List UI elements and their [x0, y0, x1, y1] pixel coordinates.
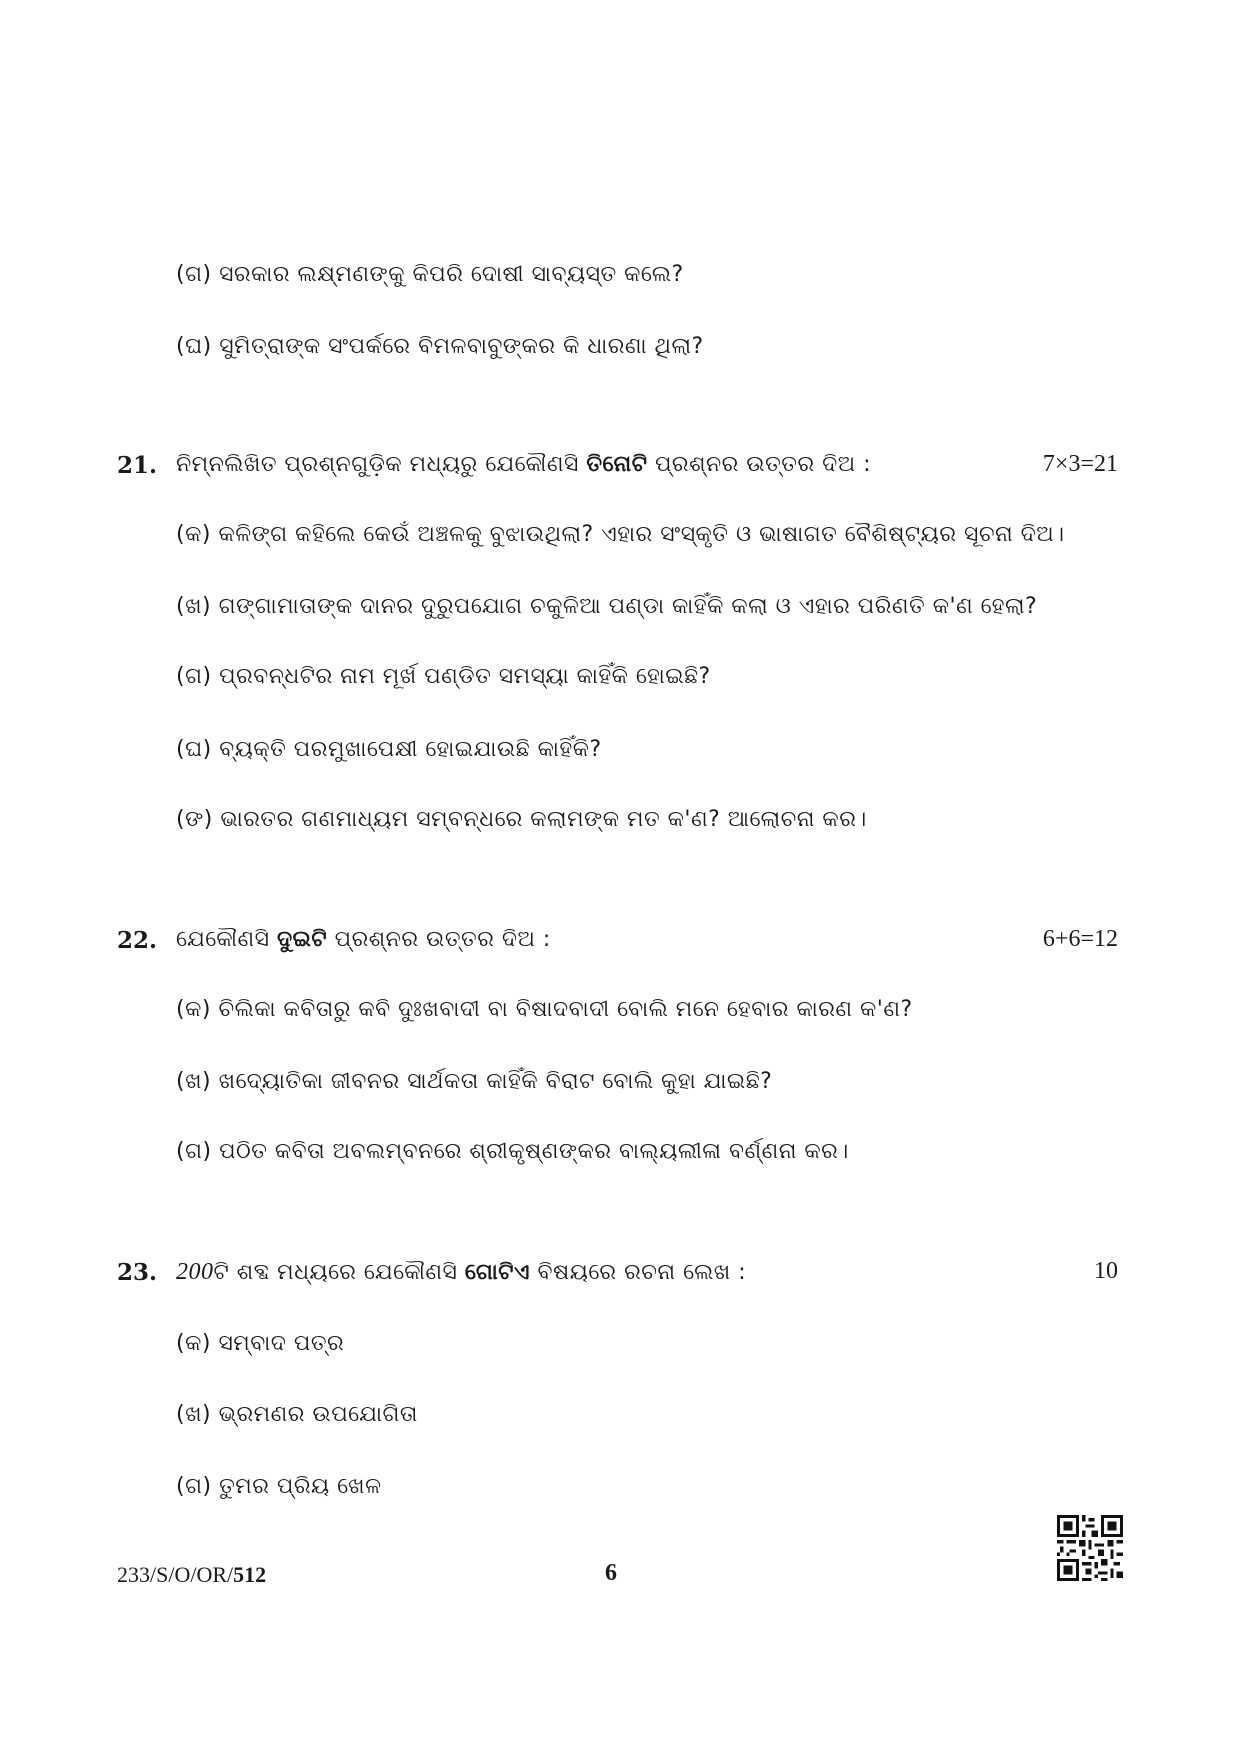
list-item — [176, 522, 1065, 547]
question-prompt — [176, 927, 551, 952]
list-item — [176, 664, 711, 689]
prompt-text: ବିଷୟରେ ରଚନା ଲେଖ : — [537, 1260, 747, 1285]
list-item — [176, 1069, 772, 1094]
prompt-text: ଟି ଶବ୍ଦ ମଧ୍ୟରେ ଯେକୌଣସି — [213, 1260, 458, 1285]
marks-allocation: 7×3=21 — [1042, 451, 1118, 477]
list-item — [176, 262, 684, 287]
question-prompt — [176, 1259, 746, 1286]
marks-allocation: 10 — [1094, 1258, 1118, 1284]
item-text: ତୁମର ପ୍ରିୟ ଖେଳ — [219, 1474, 382, 1499]
item-label: (ଖ) — [176, 1402, 212, 1427]
page-number: 6 — [605, 1560, 617, 1586]
item-text: ଗଙ୍ଗାମାତାଙ୍କ ଦାନର ଦୁରୁପଯୋଗ ଚକୁଳିଆ ପଣ୍ଡା କାହିଁକି କଲା ଓ ଏହାର ପରିଣତି କ'ଣ ହେଲା? — [218, 594, 1038, 619]
question-prompt — [176, 452, 871, 477]
question-number: 21. — [117, 452, 158, 479]
item-text: ସମ୍ବାଦ ପତ୍ର — [218, 1331, 345, 1356]
question-number: 22. — [117, 927, 158, 954]
prompt-text: ନିମ୍ନଲିଖିତ ପ୍ରଶ୍ନଗୁଡ଼ିକ ମଧ୍ୟରୁ ଯେକୌଣସି — [176, 452, 579, 477]
list-item — [176, 1331, 344, 1356]
item-text: ସୁମିତ୍ରାଙ୍କ ସଂପର୍କରେ ବିମଳବାବୁଙ୍କର କି ଧାରଣା ଥିଲା? — [219, 334, 704, 359]
list-item — [176, 737, 602, 762]
prompt-text: ପ୍ରଶ୍ନର ଉତ୍ତର ଦିଅ : — [654, 452, 872, 477]
item-label: (ଗ) — [176, 1139, 212, 1164]
list-item — [176, 1402, 418, 1427]
item-text: ଭାରତର ଗଣମାଧ୍ୟମ ସମ୍ବନ୍ଧରେ କଲାମଙ୍କ ମତ କ'ଣ? ଆଲୋଚନା କର। — [220, 807, 867, 832]
item-label: (ଖ) — [176, 1069, 212, 1094]
item-label: (କ) — [176, 522, 211, 547]
item-label: (କ) — [176, 997, 211, 1022]
prompt-text: ଯେକୌଣସି — [176, 927, 270, 952]
list-item — [176, 334, 704, 359]
item-text: ବ୍ୟକ୍ତି ପରମୁଖାପେକ୍ଷୀ ହୋଇଯାଉଛି କାହିଁକି? — [219, 737, 602, 762]
list-item — [176, 1474, 382, 1499]
paper-code — [117, 1562, 266, 1588]
item-label: (ଘ) — [176, 334, 212, 359]
item-text: ପ୍ରବନ୍ଧଟିର ନାମ ମୂର୍ଖ ପଣ୍ଡିତ ସମସ୍ୟା କାହିଁକି ହୋଇଛି? — [219, 664, 711, 689]
prompt-emphasis: ଦୁଇଟି — [276, 927, 328, 952]
marks-allocation: 6+6=12 — [1042, 926, 1118, 952]
list-item — [176, 1139, 849, 1164]
prompt-emphasis: ଗୋଟିଏ — [464, 1260, 531, 1285]
list-item — [176, 594, 1037, 619]
item-text: ପଠିତ କବିତା ଅବଲମ୍ବନରେ ଶ୍ରୀକୃଷ୍ଣଙ୍କର ବାଲ୍ୟଲୀଳା ବର୍ଣ୍ଣନା କର। — [219, 1139, 849, 1164]
item-label: (ଙ) — [176, 807, 213, 832]
question-number: 23. — [117, 1259, 158, 1286]
item-text: କଳିଙ୍ଗ କହିଲେ କେଉଁ ଅଞ୍ଚଳକୁ ବୁଝାଉଥିଲା? ଏହାର ସଂସ୍କୃତି ଓ ଭାଷାଗତ ବୈଶିଷ୍ଟ୍ୟର ସୂଚନା ଦିଅ। — [218, 522, 1065, 547]
item-text: ଖଦ୍ୟୋତିକା ଜୀବନର ସାର୍ଥକତା କାହିଁକି ବିରାଟ ବୋଲି କୁହା ଯାଇଛି? — [218, 1069, 773, 1094]
prompt-emphasis: ତିନୋଟି — [586, 452, 648, 477]
paper-code-number: 512 — [233, 1562, 267, 1587]
word-limit: 200 — [176, 1259, 214, 1285]
item-text: ଭ୍ରମଣର ଉପଯୋଗିତା — [218, 1402, 418, 1427]
item-label: (ଗ) — [176, 262, 212, 287]
item-text: ଚିଲିକା କବିତାରୁ କବି ଦୁଃଖବାଦୀ ବା ବିଷାଦବାଦୀ ବୋଲି ମନେ ହେବାର କାରଣ କ'ଣ? — [218, 997, 913, 1022]
paper-code-prefix: 233/S/O/OR/ — [117, 1562, 234, 1587]
item-label: (କ) — [176, 1331, 211, 1356]
item-label: (ଗ) — [176, 664, 212, 689]
list-item — [176, 807, 867, 832]
item-label: (ଗ) — [176, 1474, 212, 1499]
qr-code-icon — [1057, 1515, 1123, 1581]
item-label: (ଘ) — [176, 737, 212, 762]
list-item — [176, 997, 913, 1022]
item-text: ସରକାର ଲକ୍ଷ୍ମଣଙ୍କୁ କିପରି ଦୋଷୀ ସାବ୍ୟସ୍ତ କଲେ? — [219, 262, 684, 287]
prompt-text: ପ୍ରଶ୍ନର ଉତ୍ତର ଦିଅ : — [334, 927, 551, 952]
item-label: (ଖ) — [176, 594, 212, 619]
